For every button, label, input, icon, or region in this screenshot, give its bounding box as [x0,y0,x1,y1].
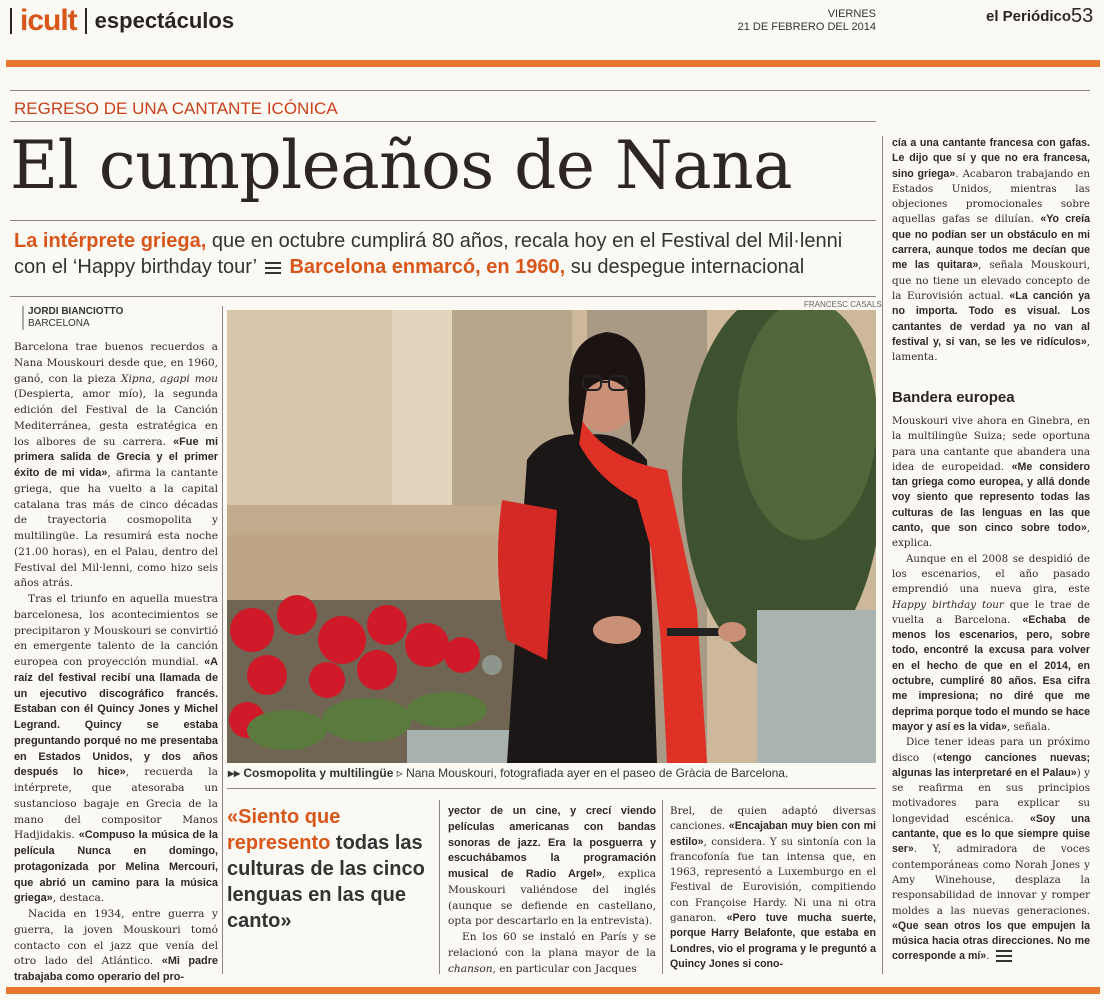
paragraph [14,340,218,592]
caption-rule [227,788,876,789]
page-number: 53 [1071,5,1094,27]
text: Brel, de quien adaptó diversas canciones. [670,805,876,833]
paragraph [892,552,1090,736]
body-column-1 [14,340,218,986]
quote: «La canción ya no importa. Todo es visual. Los cantantes de verdad ya no van al festival y, si van, se les ve ridículos» [892,289,1090,348]
subtitle-text-2b: su despegue internacional [565,256,805,278]
text: , recuerda la intérprete, que atesoraba un sustancioso bagaje en Grecia de la mano del compositor Manos Hadjidakis. [14,766,218,842]
text: ) y se reafirma en sus principios motivadores para explicar su longevidad escénica. [892,766,1090,825]
quote: «Yo creía que no podían ser un obstáculo en mi carrera, aunque todos me decían que me las quitara» [892,213,1091,272]
text: . Acabaron trabajando en Estados Unidos, mientras las objeciones promocionales sobre aquellas gafas se diluían. [892,167,1091,226]
quote: «Encajaban muy bien con mi estilo» [670,820,876,848]
issue-date [738,8,876,34]
text: , considera. Y su sintonía con la francofonía fue tan intensa que, en 1963, representó a Luxemburgo en el Festival de Eurovisión, compitiendo con Françoise Hardy. Ni una ni otra ganaron. [670,835,876,925]
photo-nana-mouskouri [227,310,876,763]
text: , explica. [892,522,1090,550]
quote: «Soy una cantante, que es lo que siempre quise ser» [892,812,1090,856]
separator-icon [265,262,281,274]
column-divider-1 [222,306,223,974]
subtitle-rule [10,220,876,221]
caption-tag: ▸▸ Cosmopolita y multilingüe [228,766,394,780]
article-photo [227,310,876,763]
text: Dice tener ideas para un próximo disco ( [892,736,1090,764]
text: . Y, admiradora de voces contemporáneas como Norah Jones y Amy Winehouse, desplaza la responsabilidad de innovar y romper moldes a las nuevas generaciones. [892,843,1090,917]
photo-hand-2 [718,622,746,642]
author-name: JORDI BIANCIOTTO [28,306,124,317]
paragraph [14,592,218,907]
weekday: VIERNES [827,8,876,20]
paragraph [892,414,1090,552]
photo-railing-knob [482,655,502,675]
subheading: Bandera europea [892,389,1015,406]
text: , lamenta. [892,335,1090,364]
photo-wall [227,310,397,520]
author-place: BARCELONA [28,318,90,329]
song-title: Xipna, agapi mou [120,372,218,385]
photo-planter [757,610,876,763]
photo-credit: FRANCESC CASALS [804,300,882,309]
quote: «Mi padre trabajaba como operario del pro- [14,955,218,983]
byline [22,306,123,330]
quote: cía a una cantante francesa con gafas. Le dijo que sí y que no era francesa, sino griega» [892,137,1090,180]
body-column-3 [670,804,876,972]
column-divider-4 [882,136,883,974]
photo-left-sleeve [498,500,557,660]
newspaper-name: el Periódico [986,8,1072,25]
text: , señala. [1006,720,1051,733]
text: Aunque en el 2008 se despidió de los escenarios, el año pasado emprendió una nueva gira, este [892,552,1090,596]
subtitle-highlight-1: La intérprete griega, [14,230,207,252]
photo-caption [228,766,788,780]
pull-quote-text: todas las culturas de las cinco lenguas en las que canto» [227,832,425,932]
text: Tras el triunfo en aquella muestra barcelonesa, los acontecimientos se precipitaron y Mouskouri se convirtió en emergente talento de la canción europea con proyección mundial. [14,593,218,668]
paragraph [670,804,876,972]
headline: El cumpleaños de Nana [10,127,792,204]
text: , explica Mouskouri valiéndose del inglés (aunque se defiende en castellano, opta por descartarlo en la entrevista). [448,868,656,928]
subtitle-highlight-2: Barcelona enmarcó, en 1960, [289,256,566,278]
text: Mouskouri vive ahora en Ginebra, en la multilingüe Suiza; sede oportuna para una cantante que abandera una idea de europeidad. [892,415,1090,473]
text: (Despierta, amor mío), la segunda edición del Festival de la Canción Mediterránea, gesta estratégica en los albores de su carrera. [14,388,218,448]
brand-divider-2 [85,8,87,34]
body-column-2 [448,804,656,977]
paragraph [14,907,218,986]
pull-quote [227,804,427,934]
date: 21 DE FEBRERO DEL 2014 [737,21,876,33]
icult-logo: icult [20,4,77,37]
subtitle-line-1 [14,230,842,253]
quote: «Fue mi primera salida de Grecia y el primer éxito de mi vida» [14,435,218,479]
caption-text: ▹ Nana Mouskouri, fotografiada ayer en el paseo de Gràcia de Barcelona. [393,766,789,780]
quote: «Me considero tan griega como europea, y allá donde voy siento que represento todas las culturas de las lenguas en las que canto, que son cinco sobre todo» [892,460,1090,535]
column-divider-2 [439,800,440,974]
text: , destaca. [52,892,105,905]
kicker-rule [10,121,876,122]
text: Nacida en 1934, entre guerra y guerra, la joven Mouskouri tomó contacto con el jazz que venía del otro lado del Atlántico. [14,908,218,968]
text: Barcelona trae buenos recuerdos a Nana Mouskouri desde que, en 1960, ganó, con la pieza [14,341,218,385]
paragraph [448,930,656,977]
text: , afirma la cantante griega, que ha vuelto a la capital catalana tras más de cinco décadas de trayectoria cosmopolita y multilingüe. La resumirá esta noche (21.00 horas), en el Palau, dentro del Festival del Mil·lenni, como hizo seis años atrás. [14,467,218,590]
pull-quote-highlight: «Siento que represento [227,806,341,854]
quote: «A raíz del festival recibí una llamada de un ejecutivo discográfico francés. Estaban con él Quincy Jones y Michel Legrand. Quincy se estaba preguntando porqué no me presentaba en Estados Unidos, y dos años después lo hice» [14,656,218,779]
text: , en particular con Jacques [492,962,637,975]
column-divider-3 [662,800,663,974]
subtitle-bottom-rule [10,296,876,297]
top-orange-rule [6,60,1100,67]
paragraph [892,136,1090,365]
subtitle-text-2a: con el ‘Happy birthday tour’ [14,256,257,278]
top-thin-rule [10,90,1090,91]
quote: «Pero tuve mucha suerte, porque Harry Belafonte, que estaba en Londres, vio el programa y le preguntó a Quincy Jones si cono- [670,912,876,970]
paragraph [892,735,1090,964]
quote: «Echaba de menos los escenarios, pero, sobre todo, encontré la excusa para volver en el hecho de que en el 2014, en octubre, cumpliré 80 años. Esa cifra me impresiona; no diré que me deprima porque todo el mundo se hace mayor y así es la vida» [892,613,1090,733]
photo-hand [593,616,641,644]
text: que le trae de vuelta a Barcelona. [892,598,1090,626]
italic-term: chanson [448,962,493,975]
bottom-orange-rule [6,987,1100,994]
subtitle-text-1: que en octubre cumplirá 80 años, recala hoy en el Festival del Mil·lenni [206,230,843,252]
text: . [986,950,990,963]
end-of-article-icon [996,950,1012,962]
kicker: REGRESO DE UNA CANTANTE ICÓNICA [14,99,338,118]
italic-term: Happy birthday tour [892,598,1004,611]
brand-divider [10,8,12,34]
quote: yector de un cine, y crecí viendo películas americanas con bandas sonoras de jazz. Era la posguerra y escuchábamos la programación musical de Radio Argel» [448,805,656,880]
subtitle-line-2 [14,256,804,279]
body-column-4 [892,136,1090,365]
quote: «Que sean otros los que empujen la música hacia otras direcciones. No me corresponde a mí» [892,919,1090,963]
quote: «tengo canciones nuevas; algunas las interpretaré en el Palau» [892,751,1090,779]
quote: «Compuso la música de la película Nunca en domingo, protagonizada por Melina Mercouri, que abrió un camino para la música griega» [14,829,218,905]
section-brand [10,4,234,38]
section-name: espectáculos [94,8,235,33]
paragraph [448,804,656,930]
text: , señala Mouskouri, que no tiene un elevado concepto de la Eurovisión actual. [892,259,1090,302]
body-column-5 [892,414,1090,965]
text: En los 60 se instaló en París y se relacionó con la plana mayor de la [448,931,656,959]
